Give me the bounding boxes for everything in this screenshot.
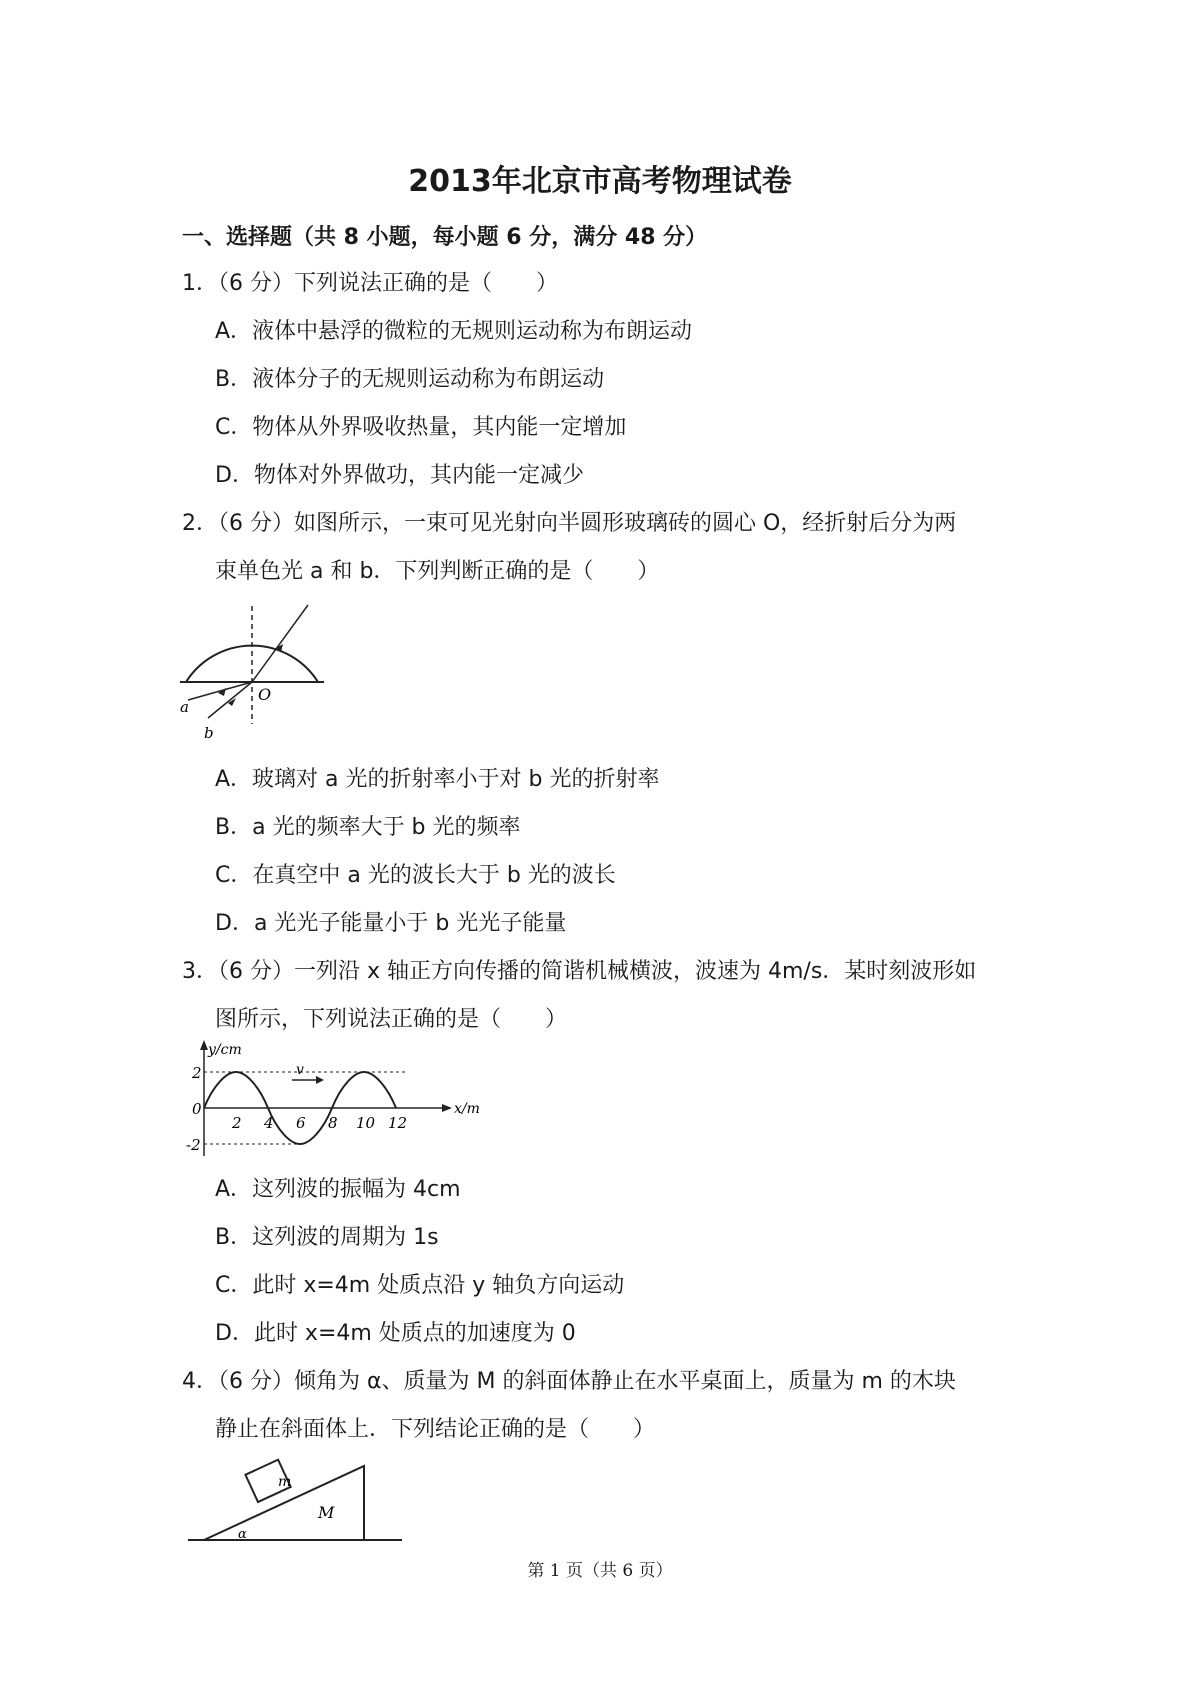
question-3-option-b: B．这列波的周期为 1s xyxy=(215,1225,439,1250)
question-3-option-a: A．这列波的振幅为 4cm xyxy=(215,1177,461,1202)
y-tick-2: 2 xyxy=(192,1064,202,1082)
question-3-option-d: D．此时 x=4m 处质点的加速度为 0 xyxy=(215,1321,576,1346)
question-3-stem-continued: 图所示，下列说法正确的是（ ） xyxy=(215,1007,568,1032)
question-2-option-d: D．a 光光子能量小于 b 光光子能量 xyxy=(215,911,567,936)
y-axis-label: y/cm xyxy=(208,1042,242,1058)
y-tick-0: 0 xyxy=(192,1100,202,1118)
x-tick-10: 10 xyxy=(356,1114,376,1132)
question-1-option-a: A．液体中悬浮的微粒的无规则运动称为布朗运动 xyxy=(215,319,693,344)
x-tick-12: 12 xyxy=(388,1114,408,1132)
page-title: 2013年北京市高考物理试卷 xyxy=(408,164,792,199)
question-4-stem: 4．（6 分）倾角为 α、质量为 M 的斜面体静止在水平桌面上，质量为 m 的木块 xyxy=(182,1369,956,1394)
angle-alpha-label: α xyxy=(238,1527,247,1542)
question-2-stem-continued: 束单色光 a 和 b．下列判断正确的是（ ） xyxy=(215,559,660,584)
question-2-option-c: C．在真空中 a 光的波长大于 b 光的波长 xyxy=(215,863,616,888)
x-tick-6: 6 xyxy=(296,1114,306,1132)
question-4-figure-incline xyxy=(180,1456,410,1546)
ray-b-label: b xyxy=(204,724,214,742)
question-2-stem: 2．（6 分）如图所示，一束可见光射向半圆形玻璃砖的圆心 O，经折射后分为两 xyxy=(182,511,957,536)
question-3-stem: 3．（6 分）一列沿 x 轴正方向传播的简谐机械横波，波速为 4m/s．某时刻波形如 xyxy=(182,959,977,984)
question-1-stem: 1．（6 分）下列说法正确的是（ ） xyxy=(182,271,558,296)
question-2-option-b: B．a 光的频率大于 b 光的频率 xyxy=(215,815,521,840)
question-4-stem-continued: 静止在斜面体上．下列结论正确的是（ ） xyxy=(215,1417,656,1442)
x-tick-2: 2 xyxy=(232,1114,242,1132)
x-axis-label: x/m xyxy=(454,1101,480,1117)
block-m-label: m xyxy=(278,1474,292,1490)
x-tick-4: 4 xyxy=(264,1114,274,1132)
question-1-option-b: B．液体分子的无规则运动称为布朗运动 xyxy=(215,367,605,392)
y-tick-minus-2: -2 xyxy=(186,1136,201,1154)
ray-a-label: a xyxy=(180,698,189,716)
page-footer: 第 1 页（共 6 页） xyxy=(527,1561,673,1581)
question-1-option-c: C．物体从外界吸收热量，其内能一定增加 xyxy=(215,415,627,440)
question-2-figure-semicircle-glass xyxy=(180,600,340,750)
section-heading: 一、选择题（共 8 小题，每小题 6 分，满分 48 分） xyxy=(182,225,708,250)
question-3-option-c: C．此时 x=4m 处质点沿 y 轴负方向运动 xyxy=(215,1273,625,1298)
x-tick-8: 8 xyxy=(328,1114,338,1132)
question-3-figure-wave-graph xyxy=(180,1036,490,1162)
incline-mass-label: M xyxy=(318,1503,335,1522)
question-1-option-d: D．物体对外界做功，其内能一定减少 xyxy=(215,463,584,488)
question-2-option-a: A．玻璃对 a 光的折射率小于对 b 光的折射率 xyxy=(215,767,660,792)
point-o-label: O xyxy=(258,685,272,704)
velocity-label: v xyxy=(296,1062,304,1078)
